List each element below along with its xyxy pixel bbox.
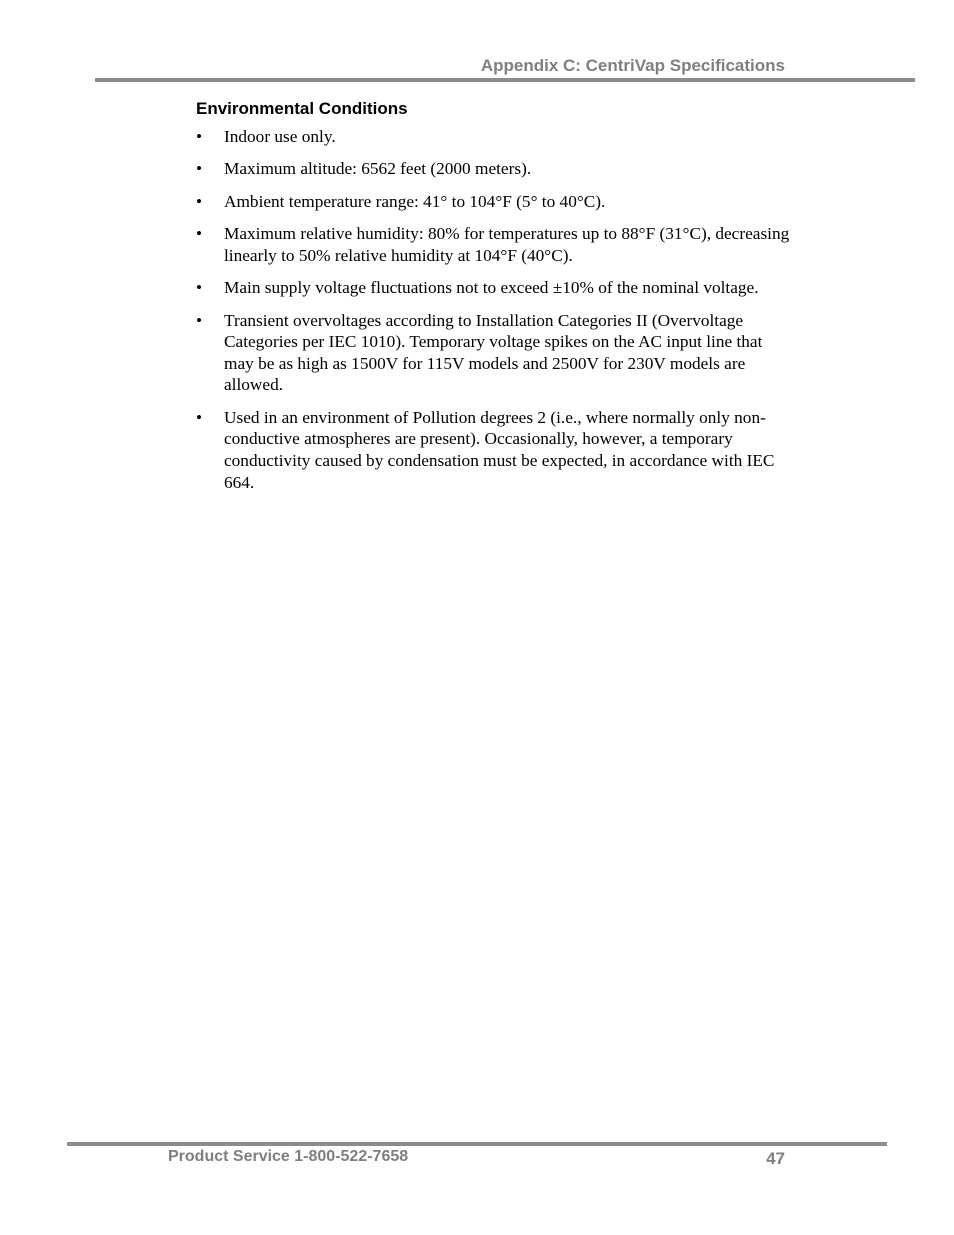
environmental-conditions-list bbox=[196, 126, 796, 504]
list-item bbox=[196, 191, 796, 213]
list-item-text: Main supply voltage fluctuations not to exceed ±10% of the nominal voltage. bbox=[224, 278, 759, 298]
list-item-text: Indoor use only. bbox=[224, 127, 336, 146]
bullet-icon: • bbox=[196, 159, 203, 179]
list-item-text: Used in an environment of Pollution degrees 2 (i.e., where normally only non-conductive atmospheres are present). Occasionally, however, a temporary conductivity caused by condensation must be expected, in accordance with IEC 664. bbox=[224, 407, 775, 492]
list-item bbox=[196, 158, 796, 180]
running-header-title: Appendix C: CentriVap Specifications bbox=[480, 56, 785, 75]
product-service-phone: Product Service 1-800-522-7658 bbox=[168, 1148, 409, 1165]
bullet-icon: • bbox=[196, 224, 203, 244]
section-title: Environmental Conditions bbox=[196, 99, 408, 118]
footer-rule bbox=[67, 1142, 887, 1146]
bullet-icon: • bbox=[196, 278, 203, 298]
list-item-text: Transient overvoltages according to Installation Categories II (Overvoltage Categories per IEC 1010). Temporary voltage spikes on the AC input line that may be as high as 1500V for 115V models and 2500V for 230V models are allowed. bbox=[224, 310, 763, 395]
header-rule bbox=[95, 78, 915, 82]
bullet-icon: • bbox=[196, 127, 203, 146]
bullet-icon: • bbox=[196, 191, 203, 211]
page-number: 47 bbox=[766, 1149, 785, 1168]
bullet-icon: • bbox=[196, 310, 203, 330]
list-item-text: Ambient temperature range: 41° to 104°F (5° to 40°C). bbox=[224, 191, 606, 211]
list-item bbox=[196, 126, 796, 148]
list-item bbox=[196, 310, 796, 396]
list-item bbox=[196, 407, 796, 493]
list-item bbox=[196, 223, 796, 266]
list-item-text: Maximum relative humidity: 80% for temperatures up to 88°F (31°C), decreasing linearly to 50% relative humidity at 104°F (40°C). bbox=[224, 224, 790, 265]
bullet-icon: • bbox=[196, 407, 203, 427]
list-item-text: Maximum altitude: 6562 feet (2000 meters). bbox=[224, 159, 532, 179]
list-item bbox=[196, 277, 796, 299]
